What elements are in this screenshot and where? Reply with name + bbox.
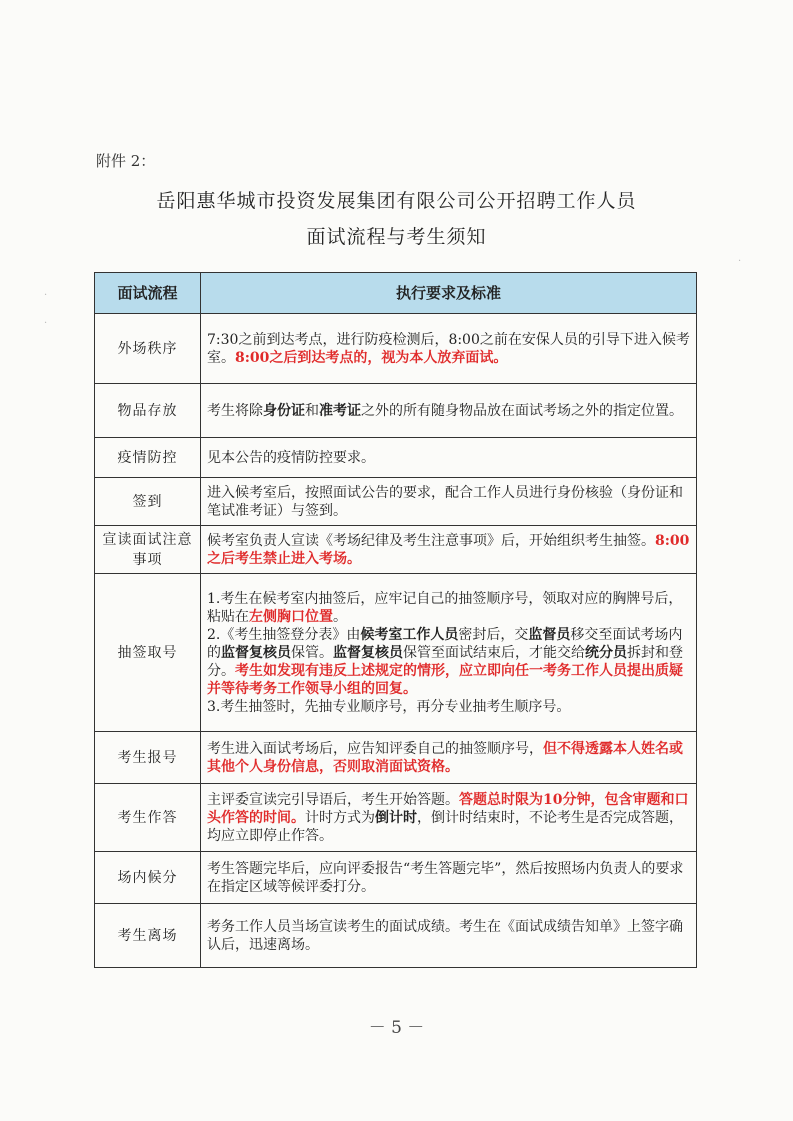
document-title: 岳阳惠华城市投资发展集团有限公司公开招聘工作人员: [156, 190, 637, 212]
page-number: － 5 －: [368, 1018, 425, 1038]
text-segment: ，倒计时结束时，不论考生是否完成答题，均应立即停止作答。: [207, 809, 683, 844]
process-step: 抽签取号: [95, 574, 201, 732]
text-segment: 和: [305, 402, 319, 419]
text-segment: 候考室负责人宣读《考场纪律及考生注意事项》后，开始组织考生抽签。: [207, 532, 655, 549]
table-row: [95, 438, 697, 478]
attachment-label: 附件 2：: [96, 152, 156, 170]
process-requirement: [201, 478, 697, 526]
process-step: 物品存放: [95, 384, 201, 438]
bold-text: 监督复核员: [221, 644, 291, 661]
process-step: 疫情防控: [95, 438, 201, 478]
process-requirement: [201, 784, 697, 852]
process-step: 考生报号: [95, 732, 201, 784]
scan-mark: ·: [44, 290, 48, 301]
process-step: 签到: [95, 478, 201, 526]
interview-process-table: [94, 272, 697, 968]
table-header-row: [95, 273, 697, 314]
text-segment: 考务工作人员当场宣读考生的面试成绩。考生在《面试成绩告知单》上签字确认后，迅速离场。: [207, 918, 683, 953]
process-requirement: [201, 526, 697, 574]
process-step: 考生作答: [95, 784, 201, 852]
text-segment: 3.考生抽签时，先抽专业顺序号，再分专业抽考生顺序号。: [207, 698, 571, 715]
table-row: [95, 574, 697, 732]
text-segment: 主评委宣读完引导语后，考生开始答题。: [207, 791, 459, 808]
text-segment: 考生将除: [207, 402, 263, 419]
process-requirement: [201, 904, 697, 968]
bold-text: 监督员: [528, 626, 571, 643]
bold-text: 身份证: [263, 402, 305, 419]
table-row: [95, 904, 697, 968]
column-header-requirement: 执行要求及标准: [201, 273, 697, 314]
text-segment: 密封后，交: [458, 626, 529, 643]
bold-text: 统分员: [585, 644, 627, 661]
highlighted-text: 考生如发现有违反上述规定的情形，应立即向任一考务工作人员提出质疑并等待考务工作领导小组的回复。: [207, 662, 683, 697]
text-segment: 拆封和登分。: [207, 644, 683, 679]
highlighted-text: 8:00之后到达考点的，视为本人放弃面试。: [235, 349, 508, 366]
text-segment: 2.《考生抽签登分表》由: [207, 626, 361, 643]
process-requirement: [201, 384, 697, 438]
text-segment: 1.考生在候考室内抽签后，应牢记自己的抽签顺序号，领取对应的胸牌号后，粘贴在: [207, 590, 683, 625]
process-step: 外场秩序: [95, 314, 201, 384]
column-header-step: 面试流程: [95, 273, 201, 314]
table-row: [95, 478, 697, 526]
process-requirement: [201, 732, 697, 784]
process-requirement: [201, 574, 697, 732]
table-row: [95, 852, 697, 904]
highlighted-text: 左侧胸口位置: [249, 608, 333, 625]
text-segment: 之外的所有随身物品放在面试考场之外的指定位置。: [361, 402, 683, 419]
bold-text: 候考室工作人员: [360, 626, 459, 643]
text-segment: 。: [333, 608, 347, 625]
process-requirement: [201, 438, 697, 478]
table-row: [95, 732, 697, 784]
bold-text: 倒计时: [375, 809, 417, 826]
table-row: [95, 384, 697, 438]
bold-text: 监督复核员: [333, 644, 403, 661]
scan-mark: ·: [738, 256, 742, 267]
text-segment: 考生进入面试考场后，应告知评委自己的抽签顺序号，: [207, 740, 543, 757]
process-step: 考生离场: [95, 904, 201, 968]
text-segment: 考生答题完毕后，应向评委报告“考生答题完毕”，然后按照场内负责人的要求在指定区域等候评委打分。: [207, 860, 684, 895]
scan-mark: ·: [44, 318, 48, 329]
text-segment: 保管至面试结束后，才能交给: [403, 644, 585, 661]
text-segment: 见本公告的疫情防控要求。: [207, 449, 375, 466]
table-row: [95, 526, 697, 574]
process-step: 场内候分: [95, 852, 201, 904]
table-row: [95, 314, 697, 384]
highlighted-text: 答题总时限为10分钟，包含审题和口头作答的时间。: [207, 791, 689, 826]
process-requirement: [201, 852, 697, 904]
process-step: 宣读面试注意事项: [95, 526, 201, 574]
highlighted-text: 8:00之后考生禁止进入考场。: [207, 532, 690, 567]
process-requirement: [201, 314, 697, 384]
text-segment: 计时方式为: [305, 809, 375, 826]
text-segment: 7:30之前到达考点，进行防疫检测后，8:00之前在安保人员的引导下进入候考室。: [207, 331, 690, 366]
bold-text: 准考证: [319, 402, 361, 419]
text-segment: 保管。: [291, 644, 333, 661]
highlighted-text: 但不得透露本人姓名或其他个人身份信息，否则取消面试资格。: [207, 740, 683, 775]
text-segment: 移交至面试考场内的: [207, 626, 683, 661]
text-segment: 进入候考室后，按照面试公告的要求，配合工作人员进行身份核验（身份证和笔试准考证）与签到。: [207, 484, 683, 519]
document-subtitle: 面试流程与考生须知: [306, 226, 487, 248]
table-row: [95, 784, 697, 852]
